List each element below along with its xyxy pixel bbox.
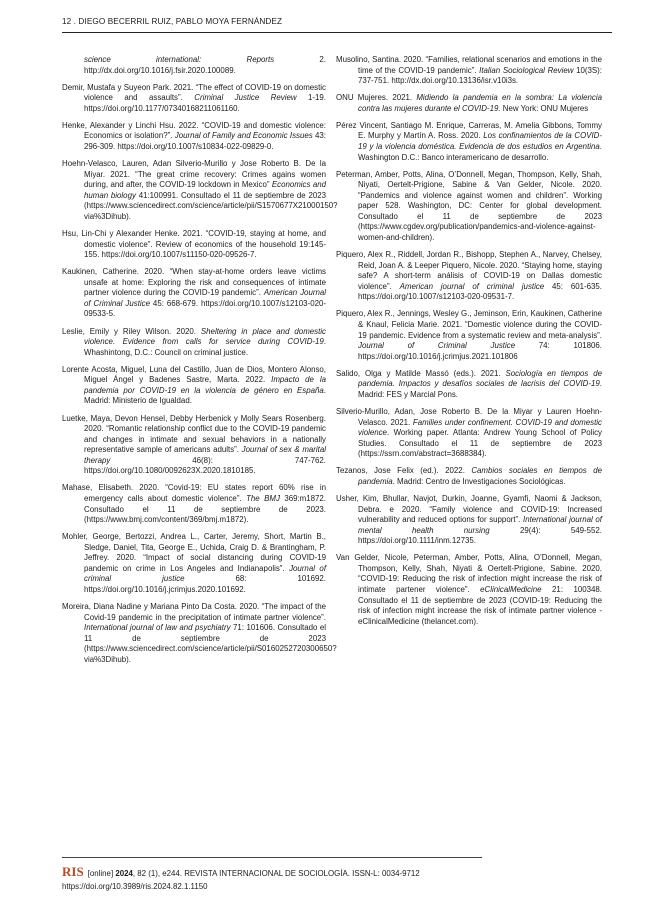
reference-entry xyxy=(336,93,602,114)
reference-source-title: Journal of criminal justice xyxy=(84,563,327,584)
reference-text: Moreira, Diana Nadine y Mariana Pinto Da Costa. 2020. “The impact of the Covid-19 pandemic in the precipitation of intimate partner violence”. xyxy=(62,602,326,622)
reference-text: Piquero, Alex R., Riddell, Jordan R., Bishopp, Stephen A., Narvey, Chelsey, Reid, Joan A. & Leeper Piquero, Nicole. 2020. “Staying home, staying safe? A short-term análisis of COVID-19 on Dallas domestic violence”. xyxy=(336,250,602,291)
references-left-column xyxy=(62,55,338,672)
reference-text: Henke, Alexander y Linchi Hsu. 2022. “COVID-19 and domestic violence: Economics or isolation?”. xyxy=(62,120,326,141)
reference-source-title: Sheltering in place and domestic violence. Evidence from calls for service during COVID-19 xyxy=(84,326,326,347)
reference-text: 46(8): 747-762. https://doi.org/10.1080/0092623X.2020.1810185. xyxy=(84,455,326,476)
reference-text: . Madrid: FES y Marcial Pons. xyxy=(358,379,602,399)
reference-source-title: Impacto de la pandemia por COVID-19 en la violencia de género en España xyxy=(84,375,326,395)
references-right-column xyxy=(336,55,602,634)
reference-text: 43: 296-309. https://doi.org/10.1007/s10834-022-09829-0. xyxy=(84,131,326,152)
running-header xyxy=(62,16,612,36)
reference-text: Silverio-Murillo, Adan, Jose Roberto B. De la Miyar y Lauren Hoehn-Velasco. 2021. xyxy=(336,407,602,427)
reference-entry xyxy=(336,369,602,401)
reference-source-title: eClinicalMedicine xyxy=(480,585,542,594)
reference-source-title: Families under confinement. COVID-19 and domestic violence xyxy=(358,417,602,438)
reference-text: New York: ONU Mujeres xyxy=(500,103,589,113)
header-rule xyxy=(62,32,612,33)
reference-source-title: Criminal Justice Review xyxy=(194,93,297,103)
reference-source-title: The BMJ xyxy=(246,494,280,504)
reference-source-title: science international: Reports xyxy=(84,55,275,64)
footer-citation-row xyxy=(62,866,420,881)
reference-text: 41:100991. Consultado el 11 de septiembre de 2023 (https://www.sciencedirect.com/science/article/pii/S1570677X21000150?via%3Dihub). xyxy=(84,190,338,221)
footer-citation: , 82 (1), e244. REVISTA INTERNACIONAL DE SOCIOLOGÍA. ISSN-L: 0034-9712 xyxy=(132,869,420,878)
reference-entry xyxy=(336,55,602,87)
reference-source-title: Economics and human biology xyxy=(84,180,326,200)
footer-online: [online] xyxy=(87,869,116,878)
reference-entry xyxy=(62,83,326,115)
reference-text: Hsu, Lin-Chi y Alexander Henke. 2021. “COVID-19, staying at home, and domestic violence”. Review of economics of the household 19:145-155. https://doi.org/10.1007/s11150-020-09526-7. xyxy=(62,229,326,260)
reference-text: Salido, Olga y Matilde Massó (eds.). 2021. xyxy=(336,368,506,378)
reference-text: Musolino, Santina. 2020. “Families, relational scenarios and emotions in the time of the COVID-19 pandemic”. xyxy=(336,55,602,75)
reference-entry xyxy=(62,229,326,261)
reference-text: 68: 101692. https://doi.org/10.1016/j.jcrimjus.2020.101692. xyxy=(84,574,326,594)
reference-entry xyxy=(336,466,602,487)
footer-year: 2024 xyxy=(115,869,133,878)
reference-text: 2. http://dx.doi.org/10.1016/j.fsir.2020.100089. xyxy=(84,55,327,75)
reference-entry xyxy=(336,250,602,303)
reference-entry xyxy=(62,365,326,407)
reference-text: Lorente Acosta, Miguel, Luna del Castillo, Juan de Dios, Montero Alonso, Miguel Ángel y Badenes Sastre, Marta. 2022. xyxy=(62,364,326,385)
reference-text: . Working paper. Atlanta: Andrew Young School of Policy Studies. Consultado el 11 de septiembre de 2023 (https://ssrn.com/abstract=3688384). xyxy=(358,428,602,459)
footer-doi[interactable]: https://doi.org/10.3989/ris.2024.82.1.1150 xyxy=(62,881,208,891)
reference-entry xyxy=(336,494,602,547)
header-text: 12 . DIEGO BECERRIL RUIZ, PABLO MOYA FERNÁNDEZ xyxy=(62,17,283,26)
reference-source-title: American journal of criminal justice xyxy=(399,281,545,291)
reference-entry xyxy=(62,532,326,595)
reference-text: 45: 601-635. https://doi.org/10.1007/s12103-020-09531-7. xyxy=(358,281,602,302)
reference-text: . Whashintong, D.C.: Council on criminal justice. xyxy=(84,337,326,357)
reference-source-title: Los confinamientos de la COVID-19 y la violencia doméstica. Evidencia de dos estudios en Argentina xyxy=(358,131,602,152)
reference-text: 1-19. https://doi.org/10.1177/07340168211061160. xyxy=(84,93,326,113)
reference-text: Mahase, Elisabeth. 2020. “Covid-19: EU states report 60% rise in emergency calls about domestic violence”. xyxy=(62,483,326,504)
reference-entry xyxy=(336,407,602,460)
reference-entry xyxy=(62,267,326,320)
footer xyxy=(62,866,420,893)
footer-rule xyxy=(62,857,482,858)
reference-text: 29(4): 549-552. https://doi.org/10.1111/inm.12735. xyxy=(358,525,602,546)
reference-entry xyxy=(336,121,602,163)
reference-source-title: Cambios sociales en tiempos de pandemia xyxy=(358,466,602,486)
reference-entry xyxy=(62,602,337,665)
journal-logo: RIS xyxy=(62,864,84,879)
reference-text: 74: 101806. https://doi.org/10.1016/j.jcrimjus.2021.101806 xyxy=(358,341,602,361)
reference-entry xyxy=(62,121,326,153)
reference-text: Tezanos, Jose Felix (ed.). 2022. xyxy=(336,466,472,476)
reference-text: 10(3S): 737-751. http://dx.doi.org/10.13136/isr.v10i3s. xyxy=(358,65,602,86)
reference-text: Kaukinen, Catherine. 2020. “When stay-at-home orders leave victims unsafe at home: Exploring the risk and consequences of intimate partner violence during the COVID-19 pandemic”. xyxy=(62,267,326,298)
reference-entry xyxy=(336,170,602,244)
reference-text: 71: 101606. Consultado el 11 de septiembre de 2023 (https://www.sciencedirect.com/science/article/pii/S0160252720300650?via%3Dihub). xyxy=(84,623,337,664)
reference-source-title: Journal of Family and Economic Issues xyxy=(174,131,313,141)
reference-entry xyxy=(62,327,326,359)
reference-source-title: International journal of mental health nursing xyxy=(358,515,602,535)
reference-text: Demir, Mustafa y Suyeon Park. 2021. “The effect of COVID-19 on domestic violence and assaults”. xyxy=(62,82,326,103)
reference-text: Luetke, Maya, Devon Hensel, Debby Herbenick y Molly Sears Rosenberg. 2020. “Romantic relationship conflict due to the COVID-19 pandemic and changes in intimate and sexual behaviors in a nationally representative sample of americans adults”. xyxy=(62,413,326,455)
reference-text: 45: 668-679. https://doi.org/10.1007/s12103-020-09533-5. xyxy=(84,298,326,319)
reference-entry xyxy=(336,309,602,362)
reference-entry xyxy=(62,159,338,222)
reference-entry xyxy=(62,483,326,525)
reference-source-title: International journal of law and psychiatry xyxy=(84,623,231,633)
reference-source-title: Journal of sex & marital therapy xyxy=(84,445,326,465)
reference-text: . Washington D.C.: Banco interamericano de desarrollo. xyxy=(358,142,602,162)
reference-source-title: Sociología en tiempos de pandemia. Impactos y desafíos sociales de lacrisis del COVID-19 xyxy=(358,368,603,389)
reference-text: . Madrid: Centro de Investigaciones Sociológicas. xyxy=(392,476,566,486)
reference-text: Leslie, Emily y Riley Wilson. 2020. xyxy=(62,326,201,336)
reference-text: Van Gelder, Nicole, Peterman, Amber, Potts, Alina, O’Donnell, Megan, Thompson, Kelly, Shah, Niyati & Oertelt-Prigione, Sabine. 2020. “COVID-19: Reducing the risk of infection might increase the risk of intimate partener violence”. xyxy=(336,553,602,594)
reference-text: Pérez Vincent, Santiago M. Enrique, Carreras, M. Amelia Gibbons, Tommy E. Murphy y Martín A. Ross. 2020. xyxy=(336,120,602,141)
reference-text: 369:m1872. Consultado el 11 de septiembre de 2023. (https://www.bmj.com/content/369/bmj.m1872). xyxy=(84,494,326,525)
reference-text: Mohler, George, Bertozzi, Andrea L., Carter, Jeremy, Short, Martin B., Sledge, Daniel, Tita, George E., Uchida, Craig D. & Brantingham, P. Jeffrey. 2020. “Impact of social distancing during COVID-19 pandemic on crime in Los Angeles and Indianapolis”. xyxy=(62,532,326,573)
reference-entry xyxy=(62,55,326,76)
reference-text: Usher, Kim, Bhullar, Navjot, Durkin, Joanne, Gyamfi, Naomi & Jackson, Debra. e 2020. “Family violence and COVID-19: Increased vulnerability and reduced options for support”. xyxy=(336,494,602,525)
reference-entry xyxy=(336,553,602,627)
reference-text: . Madrid: Ministerio de Igualdad. xyxy=(84,385,326,406)
reference-source-title: Journal of Criminal Justice xyxy=(358,341,516,351)
reference-text: ONU Mujeres. 2021. xyxy=(336,93,417,103)
reference-text: Peterman, Amber, Potts, Alina, O’Donnell, Megan, Thompson, Kelly, Shah, Niyati, Oertelt-Prigione, Sabine & Van Gelder, Nicole. 2020. “Pandemics and violence against women and children”. Working paper 528. Washington, DC: Center for global development. Consultado el 11 de septiembre de 2023 (https://www.cgdev.org/publication/pandemics-and-violence-against-women-and-children). xyxy=(336,169,602,242)
reference-text: 21: 100348. Consultado el 11 de septiembre de 2023 (COVID-19: Reducing the risk of infection might increase the risk of intimate partner violence - eClinicalMedicine (thelancet.com). xyxy=(358,585,602,626)
reference-text: Hoehn-Velasco, Lauren, Adan Silverio-Murillo y Jose Roberto B. De la Miyar. 2021. “The great crime recovery: Crimes agains women during, and after, the COVID-19 lockdown in Mexico” xyxy=(62,159,326,190)
reference-source-title: Midiendo la pandemia en la sombra: La violencia contra las mujeres durante el COVID-19. xyxy=(358,93,602,113)
reference-source-title: American Journal of Criminal Justice xyxy=(84,288,326,308)
reference-source-title: Italian Sociological Review xyxy=(479,65,574,75)
reference-text: Piquero, Alex R., Jennings, Wesley G., Jeminson, Erin, Kaukinen, Catherine & Knaul, Felicia Marie. 2021. “Domestic violence during the COVID-19 pandemic. Evidence from a systematic review and meta-analysis”. xyxy=(336,309,602,340)
reference-entry xyxy=(62,414,326,477)
